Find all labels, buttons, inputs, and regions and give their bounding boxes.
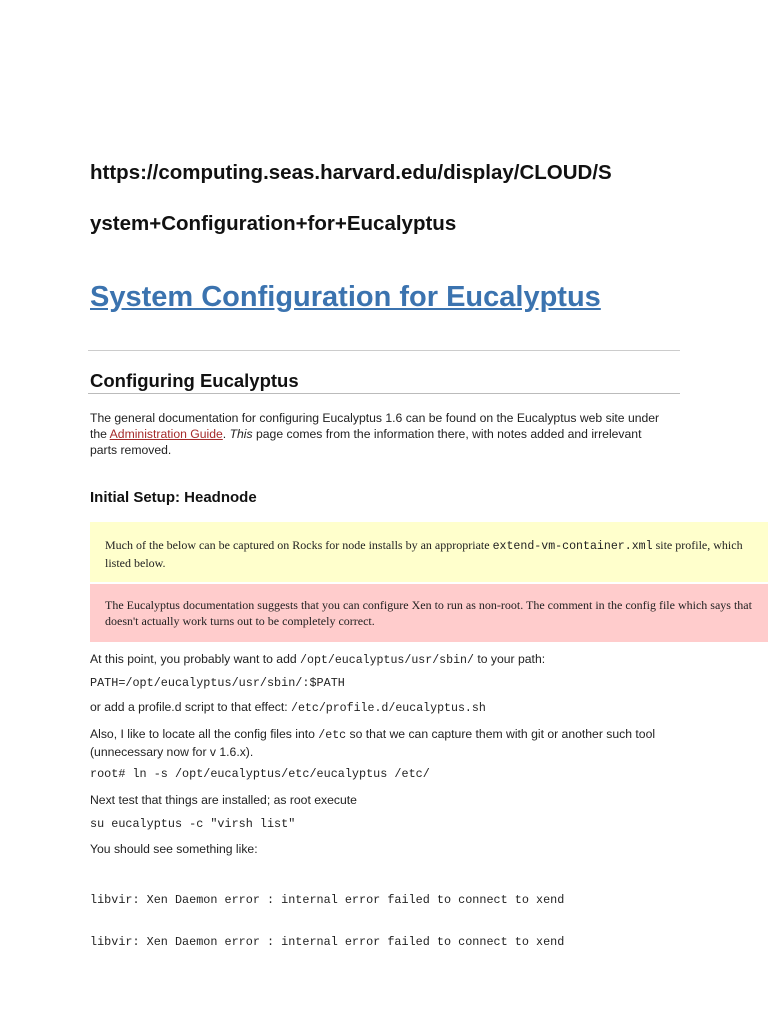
profile-paragraph [90,699,486,717]
intro-line-2 [90,426,659,442]
profile-paragraph-prefix: or add a profile.d script to that effect: [90,700,291,714]
section-heading-configuring: Configuring Eucalyptus [90,370,299,391]
info-note-prefix: Much of the below can be captured on Rocks for node installs by an appropriate [105,538,493,552]
also-paragraph-code: /etc [318,729,347,742]
intro-paragraph [90,410,659,458]
intro-line-2-mid: . [222,427,230,441]
page-title-link[interactable]: System Configuration for Eucalyptus [90,281,601,313]
info-note-suffix: site profile, which [652,538,743,552]
path-paragraph [90,651,545,669]
next-test-paragraph: Next test that things are installed; as root execute [90,793,357,807]
intro-line-3: parts removed. [90,443,172,457]
warning-note-line-2: doesn't actually work turns out to be completely correct. [105,614,375,628]
subsection-heading-initial-setup: Initial Setup: Headnode [90,489,257,506]
warning-note-line-1: The Eucalyptus documentation suggests that you can configure Xen to run as non-root. The comment in the config file which says that [105,598,752,612]
info-note-yellow [90,522,768,582]
info-note-line-2: listed below. [105,556,166,570]
libvir-output-block [90,865,564,977]
expected-output-paragraph: You should see something like: [90,842,258,856]
symlink-code-block: root# ln -s /opt/eucalyptus/etc/eucalyptus /etc/ [90,767,430,781]
title-divider [88,350,680,351]
also-paragraph-prefix: Also, I like to locate all the config files into [90,727,319,741]
info-note-code: extend-vm-container.xml [492,540,653,553]
intro-line-2-suffix: page comes from the information there, with notes added and irrelevant [252,427,642,441]
path-paragraph-prefix: At this point, you probably want to add [90,652,301,666]
path-paragraph-suffix: to your path: [473,652,546,666]
info-note-line-1 [105,537,768,555]
also-line-1 [90,726,655,744]
source-url-line-1: https://computing.seas.harvard.edu/display/CLOUD/S [90,161,612,184]
also-line-2: (unnecessary now for v 1.6.x). [90,745,254,759]
warning-note-red [90,584,768,642]
intro-line-1: The general documentation for configuring Eucalyptus 1.6 can be found on the Eucalyptus web site under [90,411,660,425]
libvir-output-line: libvir: Xen Daemon error : internal error failed to connect to xend [90,893,565,907]
path-code-block: PATH=/opt/eucalyptus/usr/sbin/:$PATH [90,676,345,690]
profile-paragraph-code: /etc/profile.d/eucalyptus.sh [290,702,486,715]
also-paragraph [90,726,655,760]
also-paragraph-suffix: so that we can capture them with git or another such tool [346,727,656,741]
intro-line-2-italic: This [229,427,253,441]
virsh-code-block: su eucalyptus -c "virsh list" [90,817,296,831]
section-heading-underline [88,393,680,394]
source-url-line-2: ystem+Configuration+for+Eucalyptus [90,212,457,235]
intro-line-2-prefix: the [90,427,110,441]
path-paragraph-code: /opt/eucalyptus/usr/sbin/ [300,654,474,667]
administration-guide-link[interactable]: Administration Guide [109,427,223,441]
libvir-output-line: libvir: Xen Daemon error : internal error failed to connect to xend [90,935,565,949]
